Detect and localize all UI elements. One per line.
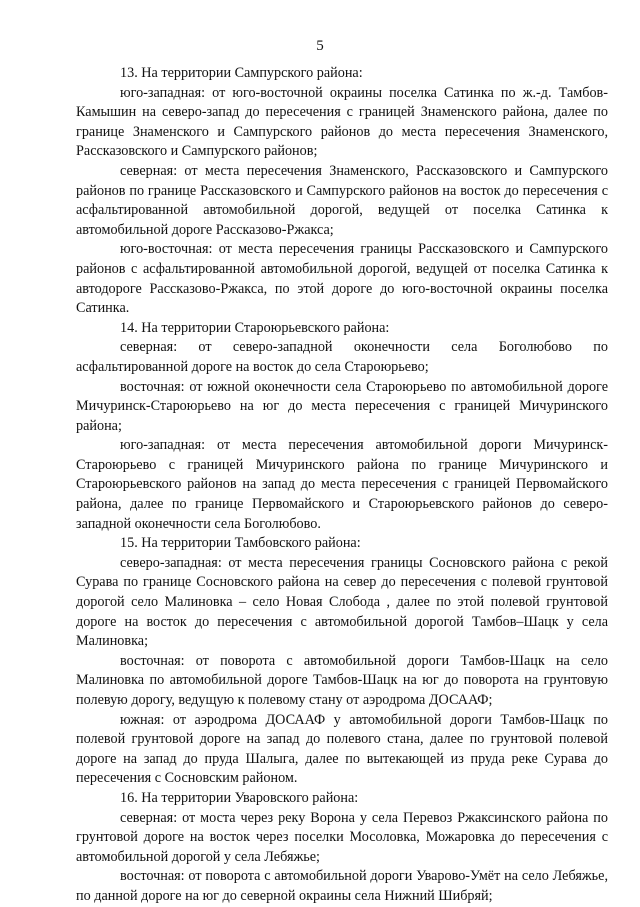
section-heading: 16. На территории Уваровского района: xyxy=(120,789,359,806)
section-heading: 15. На территории Тамбовского района: xyxy=(120,535,361,552)
document-body xyxy=(76,64,608,907)
boundary-paragraph: южная: от аэродрома ДОСААФ у автомобильной дороги Тамбов-Шацк по полевой грунтовой дороге на запад до полевого стана, далее по грунтовой полевой дороге на запад до пруда Шалыга, далее по вытекающей из пруда реке Сурава до пересечения с Сосновским районом. xyxy=(76,711,608,787)
boundary-paragraph: северо-западная: от места пересечения границы Сосновского района с рекой Сурава по границе Сосновского района на север до пересечения с полевой грунтовой дорогой село Малиновка – село Новая Слобода , далее по этой полевой грунтовой дороге на восток до пересечения с автомобильной дорогой Тамбов–Шацк у села Малиновка; xyxy=(76,554,608,650)
boundary-paragraph: северная: от северо-западной оконечности села Боголюбово по асфальтированной дороге на восток до села Староюрьево; xyxy=(76,339,608,375)
boundary-paragraph: северная: от моста через реку Ворона у села Перевоз Ржаксинского района по грунтовой дороге на восток через поселки Мосоловка, Можаровка до пересечения с автомобильной дорогой у села Лебяжье; xyxy=(76,809,608,865)
boundary-paragraph: северная: от места пересечения Знаменского, Рассказовского и Сампурского районов по границе Рассказовского и Сампурского районов на восток до пересечения с асфальтированной автомобильной дорогой, ведущей от поселка Сатинка к автомобильной дороге Рассказово-Ржакса; xyxy=(76,162,608,238)
boundary-paragraph: восточная: от поворота с автомобильной дороги Тамбов-Шацк на село Малиновка по автомобильной дороге Тамбов-Шацк на юг до поворота на грунтовую полевую дорогу, ведущую к полевому стану от аэродрома ДОСААФ; xyxy=(76,652,608,708)
section-heading: 14. На территории Староюрьевского района: xyxy=(120,319,390,336)
boundary-paragraph: восточная: от поворота с автомобильной дороги Уварово-Умёт на село Лебяжье, по данной дороге на юг до северной окраины села Нижний Шибряй; xyxy=(76,868,608,904)
page-number: 5 xyxy=(316,38,324,54)
boundary-paragraph: восточная: от южной оконечности села Староюрьево по автомобильной дороге Мичуринск-Староюрьево на юг до места пересечения с границей Мичуринского района; xyxy=(76,378,608,434)
boundary-paragraph: юго-западная: от юго-восточной окраины поселка Сатинка по ж.-д. Тамбов-Камышин на северо-запад до пересечения с границей Знаменского района, далее по границе Знаменского и Сампурского районов до места пересечения Знаменского, Рассказовского и Сампурского районов; xyxy=(76,84,608,160)
boundary-paragraph: юго-западная: от места пересечения автомобильной дороги Мичуринск-Староюрьево с границей Мичуринского района по границе Мичуринского и Староюрьевского районов на запад до места пересечения с границей Первомайского района, далее по границе Первомайского и Староюрьевского районов до северо-западной оконечности села Боголюбово. xyxy=(76,437,608,532)
section-heading: 13. На территории Сампурского района: xyxy=(120,65,363,81)
boundary-paragraph: юго-восточная: от места пересечения границы Рассказовского и Сампурского районов с асфальтированной автомобильной дорогой, ведущей от поселка Сатинка к автодороге Рассказово-Ржакса, по этой дороге до юго-восточной окраины поселка Сатинка. xyxy=(76,241,608,317)
